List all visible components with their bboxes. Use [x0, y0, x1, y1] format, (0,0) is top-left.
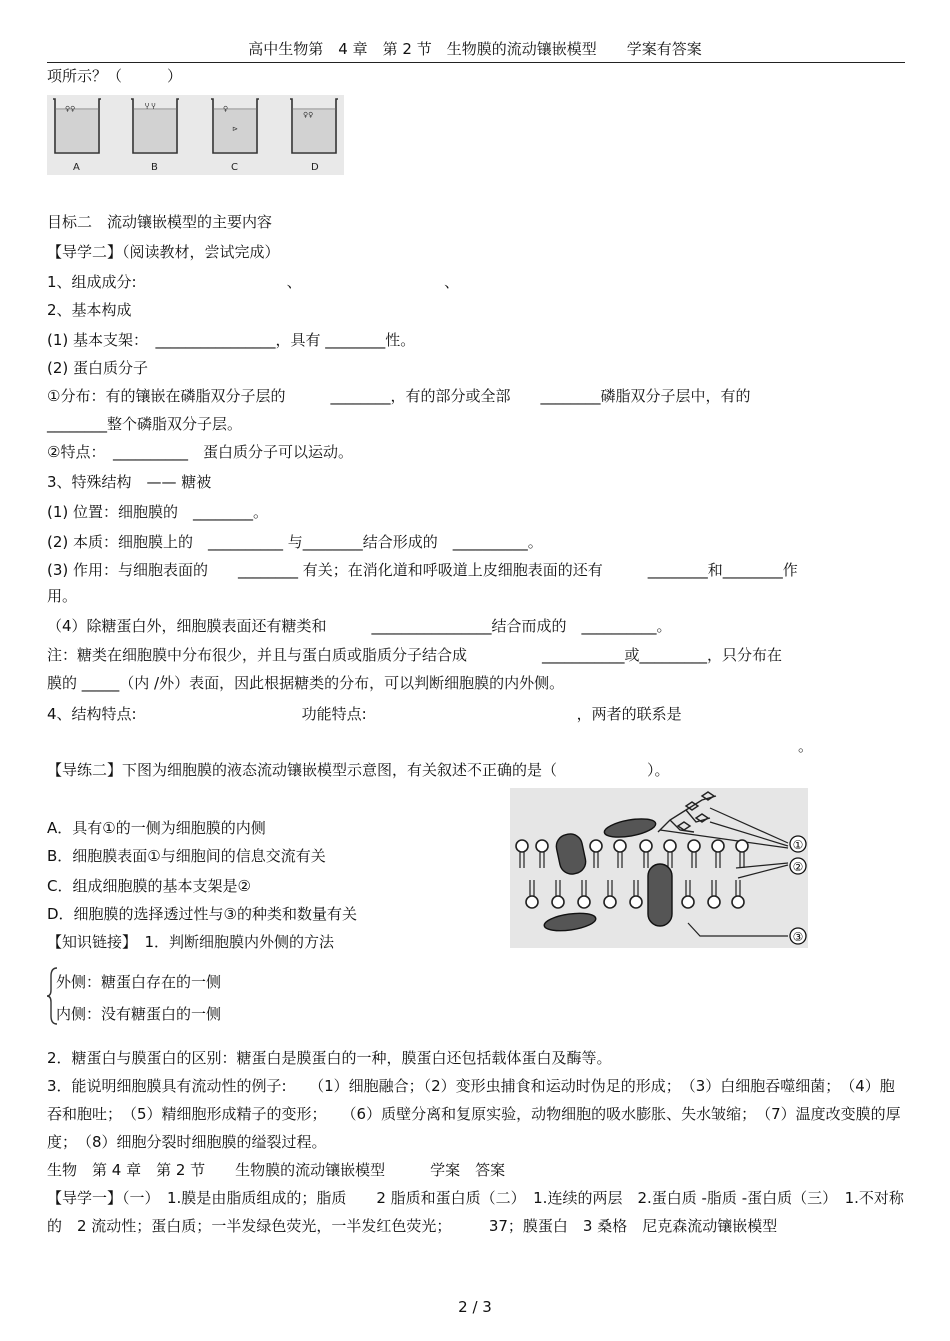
answer-title: 生物 第 4 章 第 2 节 生物膜的流动镶嵌模型 学案 答案	[47, 1161, 506, 1179]
q3-3-function: (3) 作用：与细胞表面的 ________ 有关；在消化道和呼吸道上皮细胞表面的还有 ________和________作	[47, 561, 798, 579]
lower-phospholipids	[526, 896, 744, 908]
beaker-figure	[47, 95, 344, 175]
beaker-label-c: C	[231, 162, 238, 173]
q2-basic-structure: 2、基本构成	[47, 301, 132, 319]
membrane-model-figure	[510, 788, 808, 948]
q2-2b-feature: ②特点： __________ 蛋白质分子可以运动。	[47, 443, 353, 461]
option-d: D．细胞膜的选择透过性与③的种类和数量有关	[47, 905, 357, 923]
note-line: 注：糖类在细胞膜中分布很少，并且与蛋白质或脂质分子结合成 ___________或_________，只分布在	[47, 646, 783, 664]
svg-text:♀♀: ♀♀	[65, 105, 76, 113]
svg-text:Ⴤ Ⴤ: Ⴤ Ⴤ	[145, 103, 156, 111]
q3-2-nature: (2) 本质：细胞膜上的 __________ 与________结合形成的 __________。	[47, 533, 543, 551]
beaker-label-d: D	[311, 162, 319, 173]
guide-2-heading: 【导学二】（阅读教材，尝试完成）	[47, 243, 280, 261]
option-c: C．组成细胞膜的基本支架是②	[47, 877, 251, 895]
inner-side-rule: 内侧：没有糖蛋白的一侧	[56, 1005, 222, 1023]
q3-1-position: (1) 位置：细胞膜的 ________。	[47, 503, 269, 521]
beaker-label-a: A	[73, 162, 80, 173]
q4-features: 4、结构特点: 功能特点: ，两者的联系是	[47, 705, 682, 723]
goal-2-heading: 目标二 流动镶嵌模型的主要内容	[47, 213, 273, 231]
q2-2-protein: (2) 蛋白质分子	[47, 359, 149, 377]
answer-body: 【导学一】（一） 1.膜是由脂质组成的；脂质 2 脂质和蛋白质（二） 1.连续的两层 2.蛋白质 -脂质 -蛋白质（三） 1.不对称的 2 流动性；蛋白质；一半发绿色荧光，一半发红色荧光； 37；膜蛋白 3 桑格 尼克森流动镶嵌模型	[47, 1189, 904, 1235]
q2-1-basic-scaffold: (1) 基本支架： ________________，具有 ________性。	[47, 331, 416, 349]
option-b: B．细胞膜表面①与细胞间的信息交流有关	[47, 847, 326, 865]
page-header: 高中生物第 4 章 第 2 节 生物膜的流动镶嵌模型 学案有答案	[248, 40, 702, 58]
page-number: 2 / 3	[458, 1298, 492, 1316]
label-1: ①	[792, 838, 804, 852]
label-3: ③	[792, 930, 804, 944]
q1-components: 1、组成成分: 、 、	[47, 273, 460, 291]
option-a: A．具有①的一侧为细胞膜的内侧	[47, 819, 266, 837]
knowledge-link: 【知识链接】 1．判断细胞膜内外侧的方法	[47, 933, 335, 951]
q2-2a-distribution: ①分布：有的镶嵌在磷脂双分子层的 ________，有的部分或全部 ________磷脂双分子层中，有的	[47, 387, 751, 405]
svg-text:♀: ♀	[223, 105, 229, 113]
svg-text:♀♀: ♀♀	[303, 111, 314, 119]
knowledge-2: 2．糖蛋白与膜蛋白的区别：糖蛋白是膜蛋白的一种，膜蛋白还包括载体蛋白及酶等。	[47, 1049, 612, 1067]
header-rule	[47, 62, 905, 63]
knowledge-3: 3．能说明细胞膜具有流动性的例子: （1）细胞融合；（2）变形虫捕食和运动时伪足的形成； （3）白细胞吞噬细菌； （4）胞吞和胞吐； （5）精细胞形成精子的变形； （6）质壁分离和复原实验，动物细胞的吸水膨胀、失水皱缩； （7）温度改变膜的厚度； （8）细胞分裂时细胞膜的缢裂过程。	[47, 1077, 901, 1151]
practice-2-question: 【导练二】下图为细胞膜的液态流动镶嵌模型示意图，有关叙述不正确的是（ ）。	[47, 761, 670, 779]
outer-side-rule: 外侧：糖蛋白存在的一侧	[56, 973, 222, 991]
note-continued: 膜的 _____（内 /外）表面，因此根据糖类的分布，可以判断细胞膜的内外侧。	[47, 674, 565, 692]
q3-3-continued: 用。	[47, 587, 78, 605]
q4-end: 。	[798, 737, 814, 755]
q3-glycocalyx: 3、特殊结构 —— 糖被	[47, 473, 212, 491]
q2-2a-continued: ________整个磷脂双分子层。	[47, 415, 243, 433]
beaker-label-b: B	[151, 162, 158, 173]
label-2: ②	[792, 860, 804, 874]
svg-text:⊳: ⊳	[232, 125, 238, 133]
q3-4-glycolipid: （4）除糖蛋白外，细胞膜表面还有糖类和 ________________结合而成的 __________。	[47, 617, 672, 635]
question-tail: 项所示？（ ）	[47, 67, 183, 85]
